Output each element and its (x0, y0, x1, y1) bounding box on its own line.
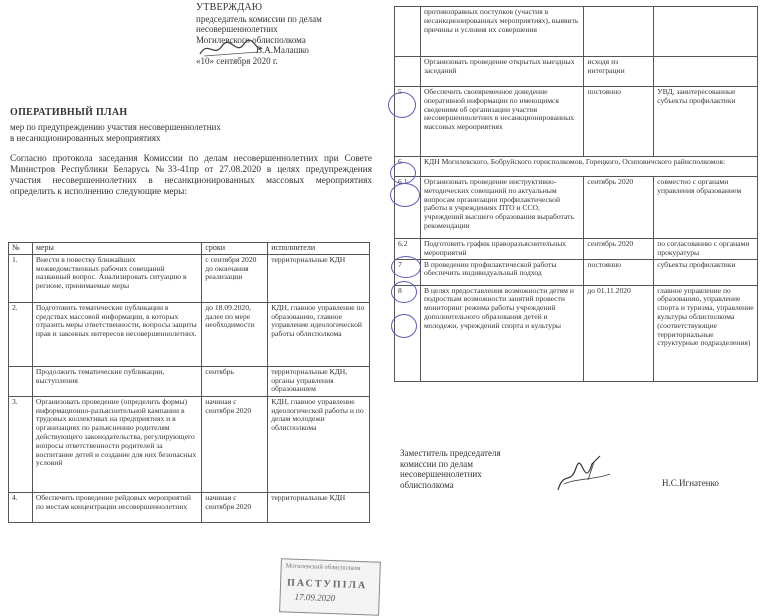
row-measure: Организовать проведение открытых выездных заседаний (420, 57, 583, 87)
row-term: сентябрь 2020 (584, 177, 654, 239)
table-row (395, 285, 758, 381)
stamp-date: 17.09.2020 (294, 591, 336, 604)
table-row (395, 177, 758, 239)
table-row (395, 87, 758, 157)
stamp-header: Могилевский облисполком (285, 562, 361, 573)
row-executor (654, 7, 758, 57)
plan-subtitle-line-1: мер по предупреждению участия несовершеннолетних (10, 122, 221, 132)
table-row (395, 259, 758, 285)
row-num: 6.1 (395, 177, 421, 239)
row-num: 4. (9, 492, 33, 522)
row-measure: Организовать проведение инструктивно-методических совещаний по актуальным вопросам организации профилактической работы в учреждениях ПТО и ССО, учреждений высшего образования выработать рекомендации (420, 177, 583, 239)
row-measure: Обеспечить своевременное доведение оперативной информации по имеющимся сведениям об организации участия несовершеннолетних в несанкционированных массовых мероприятиях (420, 87, 583, 157)
row-measure: КДН Могилевского, Бобруйского горисполкомов, Горецкого, Осиповичского райисполкомов: (420, 157, 757, 177)
stamp-word: ПАСТУПІЛА (286, 577, 368, 592)
row-num: 1. (9, 254, 33, 302)
row-num: 3. (9, 396, 33, 492)
ink-circle-mark (391, 314, 417, 338)
row-measure: Организовать проведение (определить формы) информационно-разъяснительной кампании в трудовых коллективах на предприятиях и в организациях по разъяснению родителям действующего законодательства, регулирующего вопросы ответственности родителей за воспитание детей и создание для них безопасных условий (32, 396, 201, 492)
row-term: до 18.09.2020, далее по мере необходимости (202, 302, 268, 366)
row-executor (654, 57, 758, 87)
row-num: 5 (395, 87, 421, 157)
table-header-row (9, 243, 370, 255)
row-num: 2. (9, 302, 33, 366)
row-term: постоянно (584, 259, 654, 285)
row-measure: Внести в повестку ближайших межведомственных рабочих совещаний названный вопрос. Анализировать ситуацию в регионе, принимаемые меры (32, 254, 201, 302)
ink-circle-mark (390, 162, 416, 184)
plan-subtitle-line-2: в несанкционированных мероприятиях (10, 132, 161, 143)
signature-line-1: Заместитель председателя (400, 448, 501, 458)
header-num: № (9, 243, 33, 255)
row-num (395, 7, 421, 57)
row-executor: территориальные КДН (268, 254, 370, 302)
table-row (9, 302, 370, 366)
plan-subtitle (10, 122, 221, 143)
ink-circle-mark (388, 92, 416, 118)
received-stamp (279, 558, 381, 615)
row-measure: В целях предоставления возможности детям и подросткам возможности занятий провести мониторинг режима работы учреждений дополнительного образования детей и молодежи, учреждений спорта и культуры (420, 285, 583, 381)
row-term: сентябрь (202, 366, 268, 396)
signature-block (400, 448, 501, 490)
header-terms: сроки (202, 243, 268, 255)
table-row (9, 492, 370, 522)
table-row (395, 239, 758, 260)
intro-paragraph: Согласно протокола заседания Комиссии по делам несовершеннолетних при Совете Министров Республики Беларусь №33-41пр от 27.08.2020 в целях предупреждения участия несовершеннолетних в несанкционированных массовых мероприятиях определить к исполнению следующие меры: (10, 154, 372, 197)
row-executor: КДН, главное управление идеологической работы и по делам молодежи облисполкома (268, 396, 370, 492)
row-measure: Обеспечить проведение рейдовых мероприятий по местам концентрации несовершеннолетних (32, 492, 201, 522)
approval-signature-image (196, 38, 266, 60)
approval-date: «10» сентября 2020 г. (196, 55, 278, 66)
row-executor: субъекты профилактики (654, 259, 758, 285)
ink-circle-mark (390, 183, 420, 207)
row-num (9, 366, 33, 396)
row-term: постоянно (584, 87, 654, 157)
row-term: сентябрь 2020 (584, 239, 654, 260)
row-num: 7 (395, 259, 421, 285)
row-executor: главное управление по образованию, управление спорта и туризма, управление культуры облисполкома (соответствующие территориальные структурные подразделения) (654, 285, 758, 381)
row-measure: противоправных поступков (участия в несанкционированных мероприятиях), выявить причины и условия их совершения (420, 7, 583, 57)
row-num: 6 (395, 157, 421, 177)
signature-image (548, 450, 618, 496)
row-executor: совместно с органами управления образованием (654, 177, 758, 239)
row-term: с сентября 2020 до окончания реализации (202, 254, 268, 302)
ink-circle-mark (391, 256, 421, 278)
measures-table-right (394, 6, 758, 382)
approval-heading: УТВЕРЖДАЮ (196, 2, 263, 13)
table-row (9, 366, 370, 396)
row-term: исходя из интеграции (584, 57, 654, 87)
row-measure: Подготовить график праворазъяснительных мероприятий (420, 239, 583, 260)
row-num (395, 57, 421, 87)
header-measures: меры (32, 243, 201, 255)
approval-line-2: несовершеннолетних (196, 24, 278, 34)
signature-line-2: комиссии по делам (400, 458, 473, 469)
table-row (395, 57, 758, 87)
row-num: 8 (395, 285, 421, 381)
measures-table-left (8, 242, 370, 523)
table-row (9, 396, 370, 492)
approval-line-1: председатель комиссии по делам (196, 13, 322, 24)
row-executor: УВД, заинтересованные субъекты профилактики (654, 87, 758, 157)
row-measure: Подготовить тематические публикации в средствах массовой информации, в которых отразить меры ответственности, вопросы защиты прав и законных интересов несовершеннолетних. (32, 302, 201, 366)
row-executor: КДН, главное управление по образованию, главное управление идеологической работы облисполкома (268, 302, 370, 366)
row-executor: территориальные КДН (268, 492, 370, 522)
row-num: 6.2 (395, 239, 421, 260)
signature-line-3: несовершеннолетних (400, 469, 482, 479)
approval-line-3: Могилевского облисполкома (196, 34, 306, 45)
row-measure: Продолжить тематические публикации, выступления (32, 366, 201, 396)
table-row (9, 254, 370, 302)
signature-line-4: облисполкома (400, 479, 454, 490)
plan-title: ОПЕРАТИВНЫЙ ПЛАН (10, 107, 128, 118)
row-term: начиная с сентября 2020 (202, 396, 268, 492)
row-term (584, 7, 654, 57)
signature-name: Н.С.Игнатенко (662, 478, 719, 488)
approval-signer: В.А.Малашко (256, 45, 309, 55)
header-executors: исполнители (268, 243, 370, 255)
table-row (395, 157, 758, 177)
ink-circle-mark (391, 281, 417, 303)
row-executor: по согласованию с органами прокуратуры (654, 239, 758, 260)
row-measure: В проведении профилактической работы обеспечить индивидуальный подход (420, 259, 583, 285)
row-executor: территориальные КДН, органы управления образованием (268, 366, 370, 396)
row-term: начиная с сентября 2020 (202, 492, 268, 522)
row-term: до 01.11.2020 (584, 285, 654, 381)
table-row (395, 7, 758, 57)
